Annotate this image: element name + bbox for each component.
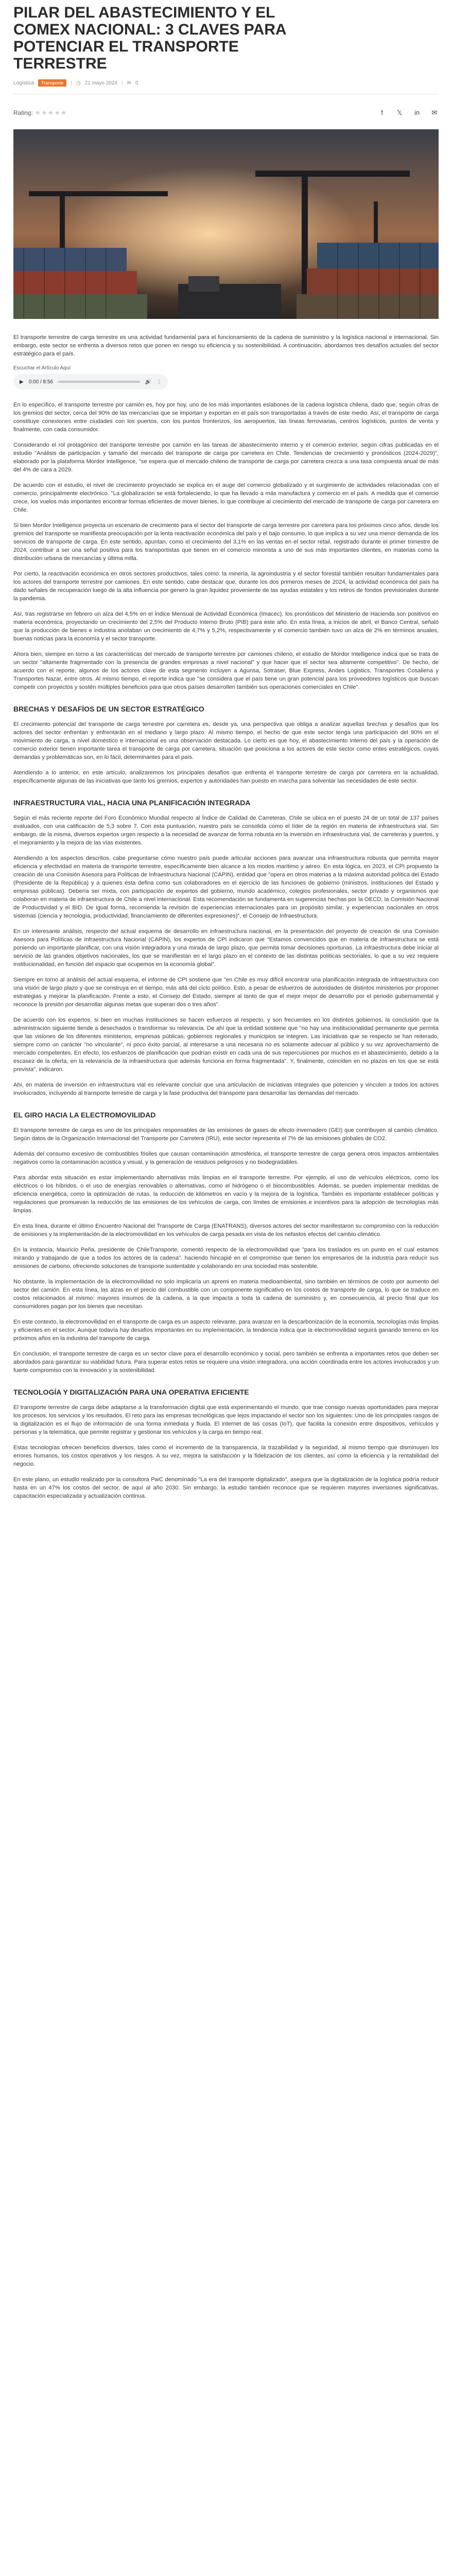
- category-badge[interactable]: Transporte: [38, 79, 66, 87]
- section-heading: EL GIRO HACIA LA ELECTROMOVILIDAD: [13, 1111, 156, 1119]
- paragraph: Según el más reciente reporte del Foro Económico Mundial respecto al Índice de Calidad de Carreteras, Chile se ubica en el puesto 24 de un total de 137 países evaluados, con una calificación de 5,3 sobre 7. Con esta puntuación, nuestro país se consolida como el líder de la región en materia de infraestructura vial. Sin embargo, de la misma, diversos expertos urgen respecto a la necesidad de avanzar de forma robusta en la inversión en infraestructura vial, de carreteras y puertos, y el mejoramiento y la mejora de las vías existentes.: [13, 815, 439, 846]
- comment-icon: ✉: [127, 80, 131, 86]
- paragraph: Así, tras registrarse en febrero un alza del 4,5% en el Índice Mensual de Actividad Económica (Imacec), los pronósticos del Ministerio de Hacienda son positivos en materia económica, proyectando un crecimiento del 2,5% del Producto Interno Bruto (PIB) para este año. En esta línea, a inicios de abril, el Banco Central, señaló que la producción de bienes e industria anotaban un crecimiento de 4,7% y 5,2%, respectivamente y el comercio también tuvo un alza de 2% en términos anuales, buenas noticias para la economía y el sector transporte.: [13, 611, 439, 642]
- article-meta: [13, 79, 439, 87]
- clock-icon: ◷: [76, 80, 81, 86]
- share-buttons: [378, 109, 439, 117]
- article-body: [13, 333, 439, 1500]
- volume-icon[interactable]: 🔊: [145, 379, 151, 385]
- paragraph: Considerando el rol protagónico del transporte terrestre por camión en las tareas de abastecimiento interno y el comercio exterior, según cifras publicadas en el estudio "Análisis de participación y tamaño del mercado del transporte de carga por carretera en Chile. Tendencias de crecimiento y pronósticos (2024-2029)", elaborado por la plataforma Mordor Intelligence, "se espera que el mercado chileno de transporte de carga por carretera crezca a una tasa compuesta anual de más del 4% de cara a 2029.: [13, 442, 439, 473]
- section-heading: TECNOLOGÍA Y DIGITALIZACIÓN PARA UNA OPERATIVA EFICIENTE: [13, 1388, 249, 1396]
- paragraph: Además del consumo excesivo de combustibles fósiles que causan contaminación atmosférica, el transporte terrestre de carga genera otros impactos ambientales negativos como la contaminación acústica y visual, y la generación de residuos peligrosos y no biodegradables.: [13, 1151, 439, 1165]
- paragraph: Atendiendo a los aspectos descritos, cabe preguntarse cómo nuestro país puede articular acciones para avanzar una infraestructura robusta que permita mayor eficiencia y efectividad en materia de transporte terrestre, específicamente bien alcance a los modos marítimo y aéreo. En esta lógica, en 2023, el CPI propuesto la creación de una Comisión Asesora para Políticas de Infraestructura Nacional (CAPIN), entidad que "opera en otros materias a la máxima autoridad política del Estado (Presidente de la República) y a quienes ésta defina como sus colaboradores en el ejercicio de las funciones de gobierno (ministros, instituciones del Estado y empresas públicas). Debería ser mixta, con participación de expertos del gobierno, mundo académico, colegios profesionales, sector privado y organismos que colaboran en materia de infraestructura de Chile a nivel internacional. Esta recomendación se fundamenta en sugerencias hechas por la OECD, la Comisión Nacional de Productividad y el BID. De igual forma, recomienda la revisión de experiencias internacionales para un propósito similar, y experiencias nacionales en otros sistemas (ciencia y tecnología, productividad, financiamiento de diferentes expresiones)", el Consejo de Infraestructura.: [13, 855, 439, 919]
- meta-separator: |: [71, 80, 72, 86]
- audio-time: 0:00 / 8:56: [28, 379, 53, 385]
- paragraph: Por cierto, la reactivación económica en otros sectores productivos, tales como: la minería, la agroindustria y el sector forestal también resultan fundamentales para los actores del transporte terrestre por camiones. En este sentido, cabe destacar que, durante los dos primeros meses de 2024, la actividad económica del país ha dado señales de recuperación luego de la alta influencia por generó la gran liquidez proveniente de las ayudas estatales y los retiros de fondos previsionales durante la pandemia.: [13, 571, 439, 602]
- paragraph: Ahora bien, siempre en torno a las características del mercado de transporte terrestre por camiones chileno, el estudio de Mordor Intelligence indica que se trata de un sector "altamente fragmentado con la presencia de grandes empresas a nivel nacional" y que hacer que el sector sea altamente competitivo". De hecho, de acuerdo con el reporte, algunos de los actores clave de esta segmento incluyen a Agunsa, Sotraser, Blue Express, Andes Logistics, Transportes Cosaliena y Transportes Nazar, entre otros. Al mismo tiempo, el reporte indica que "se considera que el país tiene un gran potencial para los proveedores logísticos que buscan competir con proyectos y sostén múltiples beneficios para que otros países desarrollen también sus operaciones comerciales en Chile".: [13, 651, 439, 690]
- rating-label: Rating:: [13, 109, 33, 116]
- author-label[interactable]: Logística: [13, 80, 34, 86]
- rating: [13, 109, 67, 117]
- paragraph: El crecimiento potencial del transporte de carga terrestre por carretera es, desde ya, una perspectiva que obliga a analizar aquellas brechas y desafíos que los actores del sector enfrentan y enfrentarán en el mediano y largo plazo. Al mismo tiempo, el hecho de que este sector tenga una participación del 90% en el movimiento de carga, a nivel doméstico e internacional es una observación destacada. Lo cierto es que hoy, el abastecimiento interno del país y la operación de comercio exterior tienen importante tarea el transporte de carga por carretera, situación que posiciona a los actores de este sector como entes estratégicos, cuyas demandas y problemáticas son, en lo fácil, determinantes para el país.: [13, 721, 439, 760]
- paragraph: El transporte terrestre de carga debe adaptarse a la transformación digital que está experimentando el mundo, que trae consigo nuevas oportunidades para mejorar los procesos, los servicios y los resultados. El reto para las empresas tecnológicas que lejos impactando el sector son los siguientes: Uno de los principales rasgos de la digitalización es el flujo de información de una forma inmediata y fluida. El internet de las cosas (IoT), que facilita la conexión entre dispositivos, vehículos y personas y la telemática, que permite registrar y gestionar los vehículos y la carga en tiempo real.: [13, 1404, 439, 1435]
- facebook-icon[interactable]: f: [381, 109, 383, 116]
- comment-count[interactable]: 0: [135, 80, 138, 86]
- paragraph: Estas tecnologías ofrecen beneficios diversos, tales como el incremento de la transparencia, la trazabilidad y la seguridad, al mismo tiempo que disminuyen los errores humanos, los costos operativos y los riesgos. A su vez, mejora la satisfacción y la fidelización de los clientes, así como la eficiencia y la rentabilidad del negocio.: [13, 1445, 439, 1467]
- paragraph: De acuerdo con los expertos, si bien en muchas instituciones se hacen esfuerzos al respecto, y son frecuentes en los distintos gobiernos, la conclusión que la administración siguiente tiende a desechados o transformar su relevancia. De ahí que la entidad sostiene que "no hay una institucionalidad permanente que permita que las visiones de los diferentes ministerios, empresas públicas, gobiernos regionales y municipios se integren. Las iniciativas que se respecto se han reiterado, siempre como un carácter "no vinculante", ni poco éxito parcial, al interesarse a una necesaria no es solamente adecuar al público y su vez aprovechamiento de mercado competentes. En efecto, los esfuerzos de planificación que podrían existir en cada una de sus repercusiones por muchos en el abastecimiento, debido a la escasez de la oferta, en la relevancia de la infraestructura que además funciona en forma fragmentada". Y, finalmente, coinciden en no plazos en los que se está prevista", indicaron.: [13, 1017, 439, 1073]
- article-toolbar: [13, 109, 439, 117]
- paragraph: Para abordar esta situación es estar implementando alternativas más limpias en el transporte terrestre. Por ejemplo, el uso de vehículos eléctricos, como los eléctricos o los híbridos, o el uso de energías renovables o alternativas, como el hidrógeno o el biocombustibles. Además, se pueden implementar medidas de eficiencia energética, como la optimización de rutas, la reducción de kilómetros en vacío y la mejora de la logística. También es importante establecer políticas y regulaciones que promuevan la reducción de las emisiones de los vehículos de carga, con límites de emisiones e incentivos para la adopción de tecnologías más limpias.: [13, 1175, 439, 1214]
- meta-separator: |: [121, 80, 123, 86]
- paragraph: En conclusión, el transporte terrestre de carga es un sector clave para el desarrollo económico y social, pero también se enfrenta a importantes retos que deben ser abordados para garantizar su viabilidad futura. Para superar estos retos se requiere una visión integradora, una acción coordinada entre los actores involucrados y un fuerte compromiso con la innovación y la sostenibilidad.: [13, 1351, 439, 1374]
- hero-image: [13, 129, 439, 319]
- paragraph: En lo específico, el transporte terrestre por camión es, hoy por hoy, uno de los más importantes eslabones de la cadena logística chilena, dado que, según cifras de los gremios del sector, cerca del 90% de las mercancías que se importan y exportan en el país son transportadas a través de este medio. Así, el transporte de carga constituye conexiones entre ciudades con los puertos, con los puntos fronterizos, los aeropuertos, las líneas ferroviarias, centros logísticos, puntos de venta y finalmente, con cada consumidor.: [13, 402, 439, 433]
- paragraph: Ahí, en materia de inversión en infraestructura vial es relevante concluir que una articulación de iniciativas integrales que potencien y vinculen a todos los actores involucrados, incluyendo al transporte terrestre de carga y la fase productiva del transporte para desarrollar las demandas del mercado.: [13, 1082, 439, 1096]
- article-date: 21 mayo 2024: [84, 80, 117, 86]
- paragraph: En este plano, un estudio realizado por la consultora PwC denominado "La era del transporte digitalizado", asegura que la digitalización de la logística podría reducir hasta en un 47% los costos del sector, de aquí al año 2030. Sin embargo, la estudio también reconoce que se requieren mayores inversiones significativas, capacitación especializada y actualización continua.: [13, 1477, 439, 1499]
- audio-label: Escuchar el Artículo Aquí: [13, 365, 71, 371]
- page-title: PILAR DEL ABASTECIMIENTO Y EL COMEX NACIONAL: 3 CLAVES PARA POTENCIAR EL TRANSPORTE TERRESTRE: [13, 4, 286, 72]
- paragraph: En la instancia, Mauricio Peña, presidente de ChileTransporte, comentó respecto de la electromovilidad que "para los traslados es un punto en el cual estamos mirando y trabajando de que a todos los actores de la cadena". haciendo hincapié en el compromiso que tienen los empresarios de la industria para reducir sus emisiones de carbono, ofreciendo soluciones de transporte sustentable y colaborando en una sociedad más sostenible.: [13, 1247, 439, 1269]
- paragraph: En esta línea, durante el último Encuentro Nacional del Transporte de Carga (ENATRANS), diversos actores del sector manifestaron su compromiso con la reducción de emisiones y la implementación de la electromovilidad en los vehículos de carga pesada en vista de los nefastos efectos del cambio climático.: [13, 1223, 439, 1238]
- audio-progress[interactable]: [58, 381, 140, 383]
- rating-stars[interactable]: ★★★★★: [34, 109, 67, 116]
- paragraph: Si bien Mordor Intelligence proyecta un escenario de crecimiento para el sector del transporte de carga terrestre por carretera para los próximos cinco años, desde los gremios del transporte se manifiesta preocupación por la lenta reactivación económica del país y el bajo consumo, lo que implica a su vez una menor demanda de los servicios de transporte de carga. En este sentido, apuntan, como el crecimiento del 3,1% en las ventas en el sector retail, registrado durante el primer trimestre de 2024, contribuir a ser una señal positiva para los transportistas que tienen en el comercio minorista a uno de sus más importantes clientes, en materias como la distribución urbana de mercancías y última milla.: [13, 522, 439, 562]
- play-icon[interactable]: ▶: [20, 379, 24, 385]
- email-icon[interactable]: ✉: [431, 109, 438, 116]
- paragraph: En este contexto, la electromovilidad en el transporte de carga es un aspecto relevante, para avanzar en la descarbonización de la economía, tecnologías más limpias y eficientes en el sector. Aunque todavía hay desafíos importantes en su implementación, la tendencia indica que la electromovilidad seguirá ganando terreno en los próximos años en la industria del transporte de carga.: [13, 1319, 439, 1342]
- twitter-icon[interactable]: 𝕏: [396, 109, 403, 116]
- paragraph: Siempre en torno al análisis del actual esquema, el informe de CPI sostiene que "en Chile es muy difícil encontrar una planificación integrada de infraestructura con una visión de largo plazo y que se construya en el tiempo, más allá del ciclo político. Esto, a pesar de esfuerzos de autoridades de distintos ministerios por proponer estrategias y mejorar la planificación. Frente a esto, el Consejo del Estado, siempre al tanto de que el mejor mejor de desarrollo por el periodo gubernamental y reconoce la presión por desarrollar algunas metas que superan dos o tres años".: [13, 977, 439, 1008]
- audio-player[interactable]: [13, 374, 168, 389]
- section-heading: BRECHAS Y DESAFÍOS DE UN SECTOR ESTRATÉGICO: [13, 705, 204, 713]
- paragraph: Atendiendo a lo anterior, en este artículo, analizaremos los principales desafíos que enfrenta el transporte terrestre de carga por carretera en la actualidad, específicamente algunas de las iniciativas que tanto los gremios, expertos y autoridades han puesto en marcha para solventar las necesidades de este sector.: [13, 770, 439, 784]
- paragraph: El transporte terrestre de carga terrestre es una actividad fundamental para el funcionamiento de la cadena de suministro y la logística nacional e internacional. Sin embargo, este sector se enfrenta a diversos retos que ponen en riesgo su eficiencia y su sostenibilidad. A continuación, abordamos tres desafíos actuales del sector estratégico para el país.: [13, 334, 439, 357]
- more-icon[interactable]: ⋮: [157, 379, 162, 385]
- paragraph: De acuerdo con el estudio, el nivel de crecimiento proyectado se explica en el auge del comercio globalizado y el surgimiento de actividades relacionadas con el comercio, principalmente electrónico. "La globalización se está fortaleciendo, lo que ha llevado a más manufactura y comercio en el país. A medida que el comercio crece, los vuelos más importantes encontrar formas eficientes de mover bienes, lo que contribuye al crecimiento del mercado de transporte de carga por carretera en Chile.: [13, 482, 439, 513]
- paragraph: El transporte terrestre de carga es uno de los principales responsables de las emisiones de gases de efecto invernadero (GEI) que contribuyen al cambio climático. Según datos de la Organización Internacional del Transporte por Carretera (IRU), este sector representa el 7% de las emisiones globales de CO2.: [13, 1127, 439, 1142]
- paragraph: No obstante, la implementación de la electromovilidad no solo implicaría un apremi en materia medioambiental, sino también en términos de costo por aumento del sector del camión. En esta línea, las alzas en el precio del combustible con un componente significativo en los costos de transporte de carga, lo que se traduce en costos relacionados al mismo: mayores insumos de la cadena, a la que impacta a toda la cadena de suministro y, en consecuencia, al precio final que los consumidores pagan por los bienes que necesitan.: [13, 1279, 439, 1310]
- section-heading: INFRAESTRUCTURA VIAL, HACIA UNA PLANIFICACIÓN INTEGRADA: [13, 799, 251, 807]
- linkedin-icon[interactable]: in: [414, 109, 420, 116]
- paragraph: En un interesante análisis, respecto del actual esquema de desarrollo en infraestructura nacional, en la presentación del proyecto de creación de una Comisión Asesora para Políticas de Infraestructura Nacional (CAPIN), los expertos de CPI indicaron que "Estamos convencidos que en materia de infraestructura se está poniendo un importante planificar, con una visión integradora y una mirada de largo plazo, que permita tomar decisiones oportunas. La infraestructura debe iniciar al servicio de las grandes objetivos nacionales, los que se manifiestan en el largo plazo en el contexto de las distintas políticas sectoriales, lo que a su vez requiere institucionalidad, en función del espacio que ocupemos en la economía global".: [13, 928, 439, 968]
